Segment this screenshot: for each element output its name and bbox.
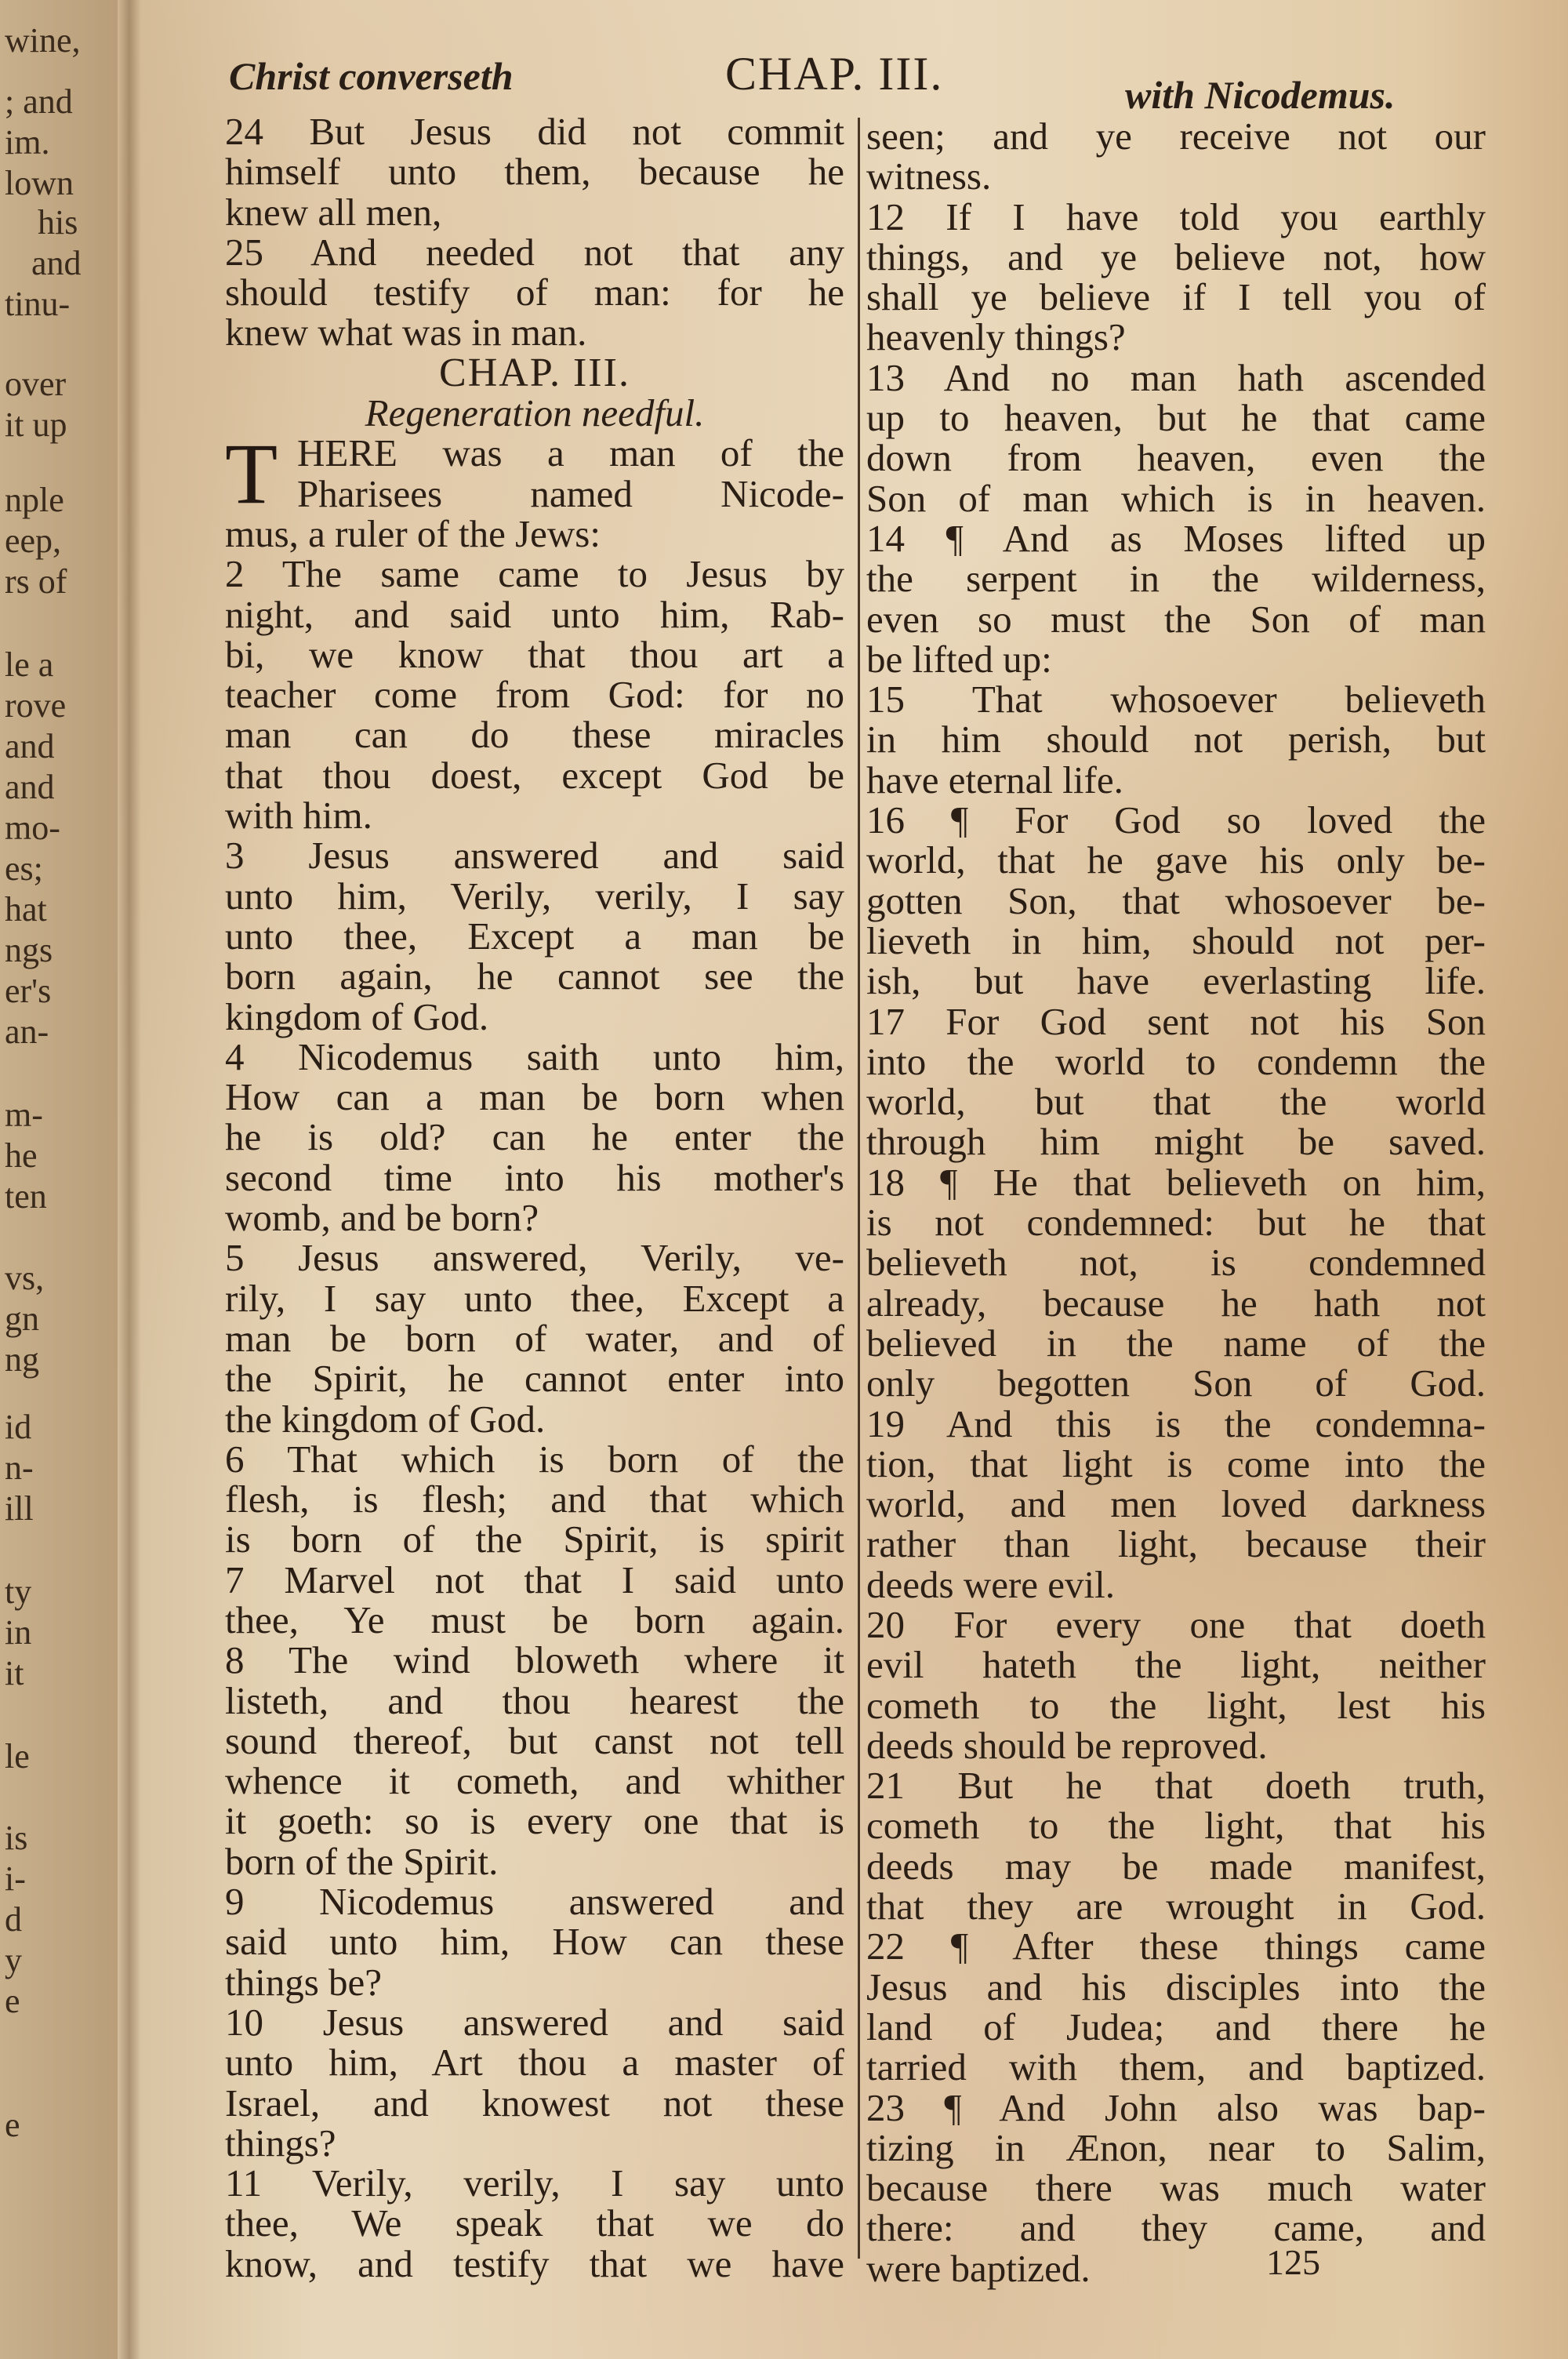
text-line: is not condemned: but he that [866,1201,1486,1245]
edge-word: tinu- [5,285,71,323]
edge-word: mo- [5,809,60,847]
text-line: unto him, Verily, verily, I say [225,874,844,918]
text-line: womb, and be born? [225,1196,539,1240]
text-line: tarried with them, and baptized. [866,2045,1486,2089]
text-line: 17 For God sent not his Son [866,999,1486,1043]
text-line: evil hateth the light, neither [866,1643,1486,1687]
edge-word: ill [5,1489,34,1528]
text-line: 3 Jesus answered and said [225,834,844,878]
text-line: bi, we know that thou art a [225,632,844,676]
text-line: rather than light, because their [866,1522,1486,1566]
drop-cap: T [225,426,278,522]
text-line: the kingdom of God. [225,1397,546,1441]
text-line: born of the Spirit. [225,1839,499,1883]
edge-word: ten [5,1177,47,1216]
text-line: 14 ¶ And as Moses lifted up [866,516,1486,560]
edge-word: n- [5,1448,34,1487]
edge-word: gn [5,1299,39,1338]
edge-word: ty [5,1572,32,1611]
edge-word: and [31,244,82,282]
text-line: that they are wrought in God. [866,1885,1486,1928]
chapter-summary: Regeneration needful. [365,391,705,435]
edge-word: im. [5,123,50,162]
edge-word: er's [5,972,52,1010]
edge-word: i- [5,1859,26,1898]
text-line: deeds may be made manifest, [866,1844,1486,1888]
text-line: man be born of water, and of [225,1316,844,1360]
text-line: 10 Jesus answered and said [225,2000,844,2044]
text-line: 15 That whosoever believeth [866,678,1486,722]
text-line: 11 Verily, verily, I say unto [225,2161,844,2205]
text-line: down from heaven, even the [866,436,1486,480]
text-line: 22 ¶ After these things came [866,1925,1486,1968]
text-line: believed in the name of the [866,1321,1486,1365]
text-line: up to heaven, but he that came [866,396,1486,440]
text-line: ish, but have everlasting life. [866,959,1486,1003]
text-line: kingdom of God. [225,994,489,1038]
text-line: deeds should be reproved. [866,1723,1268,1767]
edge-word: and [5,727,55,765]
text-line: world, that he gave his only be- [866,838,1486,882]
text-line: things, and ye believe not, how [866,234,1486,278]
text-line: listeth, and thou hearest the [225,1678,844,1722]
text-line: 21 But he that doeth truth, [866,1764,1486,1808]
edge-word: m- [5,1096,43,1134]
edge-word: id [5,1408,32,1446]
edge-word: le a [5,645,54,684]
text-line: because there was much water [866,2166,1486,2210]
column-rule [858,118,860,2259]
text-line: rily, I say unto thee, Except a [225,1276,844,1320]
text-line: Son of man which is in heaven. [866,476,1486,520]
text-line: world, but that the world [866,1080,1486,1124]
edge-word: rove [5,686,67,725]
text-line: in him should not perish, but [866,718,1486,761]
edge-word: wine, [5,21,81,60]
text-line: tizing in Ænon, near to Salim, [866,2125,1486,2169]
edge-word: rs of [5,562,67,601]
edge-word: ; and [5,82,73,121]
text-line: mus, a ruler of the Jews: [225,511,601,555]
text-line: teacher come from God: for no [225,673,844,717]
running-head-chapter: CHAP. III. [725,48,944,100]
edge-word: e [5,2106,20,2144]
text-line: Jesus and his disciples into the [866,1965,1486,2008]
text-line: 7 Marvel not that I said unto [225,1558,844,1601]
text-line: second time into his mother's [225,1155,844,1199]
edge-word: is [5,1819,28,1857]
text-line: know, and testify that we have [225,2241,844,2285]
text-line: 12 If I have told you earthly [866,194,1486,238]
text-line: unto thee, Except a man be [225,914,844,958]
text-line: tion, that light is come into the [866,1441,1486,1485]
text-line: seen; and ye receive not our [866,114,1486,158]
edge-word: eep, [5,522,62,560]
text-line: cometh to the light, lest his [866,1683,1486,1727]
text-line: land of Judea; and there he [866,2005,1486,2048]
text-column-left [225,111,844,2284]
edge-word: over [5,365,67,403]
text-line: Israel, and knowest not these [225,2081,844,2125]
text-line: 5 Jesus answered, Verily, ve- [225,1236,844,1280]
edge-word: and [5,768,55,806]
edge-word: es; [5,849,43,888]
edge-word: in [5,1613,32,1652]
text-line: thee, We speak that we do [225,2201,844,2245]
text-line [225,192,844,232]
text-line: 24 But Jesus did not commit [225,110,844,153]
text-line: whence it cometh, and whither [225,1759,844,1803]
text-line: with him. [225,794,372,838]
text-line: should testify of man: for he [225,271,844,314]
edge-word: hat [5,890,47,929]
text-line: things be? [225,1960,383,2004]
text-line: unto him, Art thou a master of [225,2041,844,2085]
text-line: thee, Ye must be born again. [225,1598,844,1641]
text-line: night, and said unto him, Rab- [225,592,844,636]
text-line: that thou doest, except God be [225,753,844,797]
text-line: knew all men, [225,190,442,234]
edge-word: y [5,1941,22,1979]
edge-word: an- [5,1012,49,1051]
text-line: born again, he cannot see the [225,954,844,998]
text-line: HERE was a man of the [297,431,844,475]
text-line: through him might be saved. [866,1120,1486,1164]
text-line: 20 For every one that doeth [866,1602,1486,1646]
text-line: there: and they came, and [866,2206,1486,2250]
text-line: shall ye believe if I tell you of [866,275,1486,319]
text-column-right [866,116,1486,2288]
text-line: 2 The same came to Jesus by [225,552,844,596]
text-line: even so must the Son of man [866,597,1486,641]
edge-word: lown [5,164,74,202]
text-line: only begotten Son of God. [866,1361,1486,1405]
text-line: 25 And needed not that any [225,230,844,274]
text-line: 6 That which is born of the [225,1437,844,1481]
edge-word: vs, [5,1259,45,1297]
text-line: 4 Nicodemus saith unto him, [225,1034,844,1078]
text-line: things? [225,2121,336,2165]
text-line: 23 ¶ And John also was bap- [866,2085,1486,2129]
text-line: gotten Son, that whosoever be- [866,878,1486,922]
text-line: How can a man be born when [225,1075,844,1119]
text-line: 18 ¶ He that believeth on him, [866,1160,1486,1204]
page-number: 125 [1266,2242,1320,2282]
edge-word: ng [5,1340,39,1379]
text-line: were baptized. [866,2246,1091,2290]
edge-word: e [5,1982,20,2020]
text-line: 16 ¶ For God so loved the [866,798,1486,842]
facing-page-edge [0,0,118,2359]
chapter-heading: CHAP. III. [439,350,630,395]
text-line: sound thereof, but canst not tell [225,1718,844,1762]
edge-word: his [38,203,78,242]
edge-word: ngs [5,931,53,969]
text-line: flesh, is flesh; and that which [225,1478,844,1521]
text-line: 13 And no man hath ascended [866,355,1486,399]
text-line: lieveth in him, should not per- [866,918,1486,962]
text-line: himself unto them, because he [225,150,844,194]
edge-word: it [5,1654,24,1692]
text-line: be lifted up: [866,637,1052,681]
edge-word: it up [5,405,67,444]
running-head-left: Christ converseth [229,54,514,98]
text-line: cometh to the light, that his [866,1804,1486,1848]
text-line: 9 Nicodemus answered and [225,1880,844,1924]
text-line: said unto him, How can these [225,1920,844,1964]
text-line: 8 The wind bloweth where it [225,1638,844,1682]
text-line: into the world to condemn the [866,1039,1486,1083]
book-gutter [118,0,141,2359]
text-line: is born of the Spirit, is spirit [225,1518,844,1561]
text-line: knew what was in man. [225,311,587,354]
text-line: the serpent in the wilderness, [866,557,1486,601]
drop-cap-block [225,426,844,522]
text-line: heavenly things? [866,315,1126,359]
edge-word: nple [5,481,64,519]
edge-word: le [5,1737,30,1776]
text-line: Pharisees named Nicode- [297,471,844,515]
text-line: have eternal life. [866,758,1123,801]
text-line: witness. [866,154,992,198]
text-line: it goeth: so is every one that is [225,1799,844,1843]
running-head-right: with Nicodemus. [1125,73,1396,117]
text-line: 19 And this is the condemna- [866,1401,1486,1445]
text-line: man can do these miracles [225,713,844,757]
text-line: already, because he hath not [866,1281,1486,1325]
text-line: deeds were evil. [866,1562,1115,1606]
text-line: believeth not, is condemned [866,1241,1486,1285]
text-line: the Spirit, he cannot enter into [225,1357,844,1401]
edge-word: he [5,1136,38,1175]
text-line: he is old? can he enter the [225,1115,844,1159]
text-line: world, and men loved darkness [866,1482,1486,1526]
edge-word: d [5,1900,22,1939]
